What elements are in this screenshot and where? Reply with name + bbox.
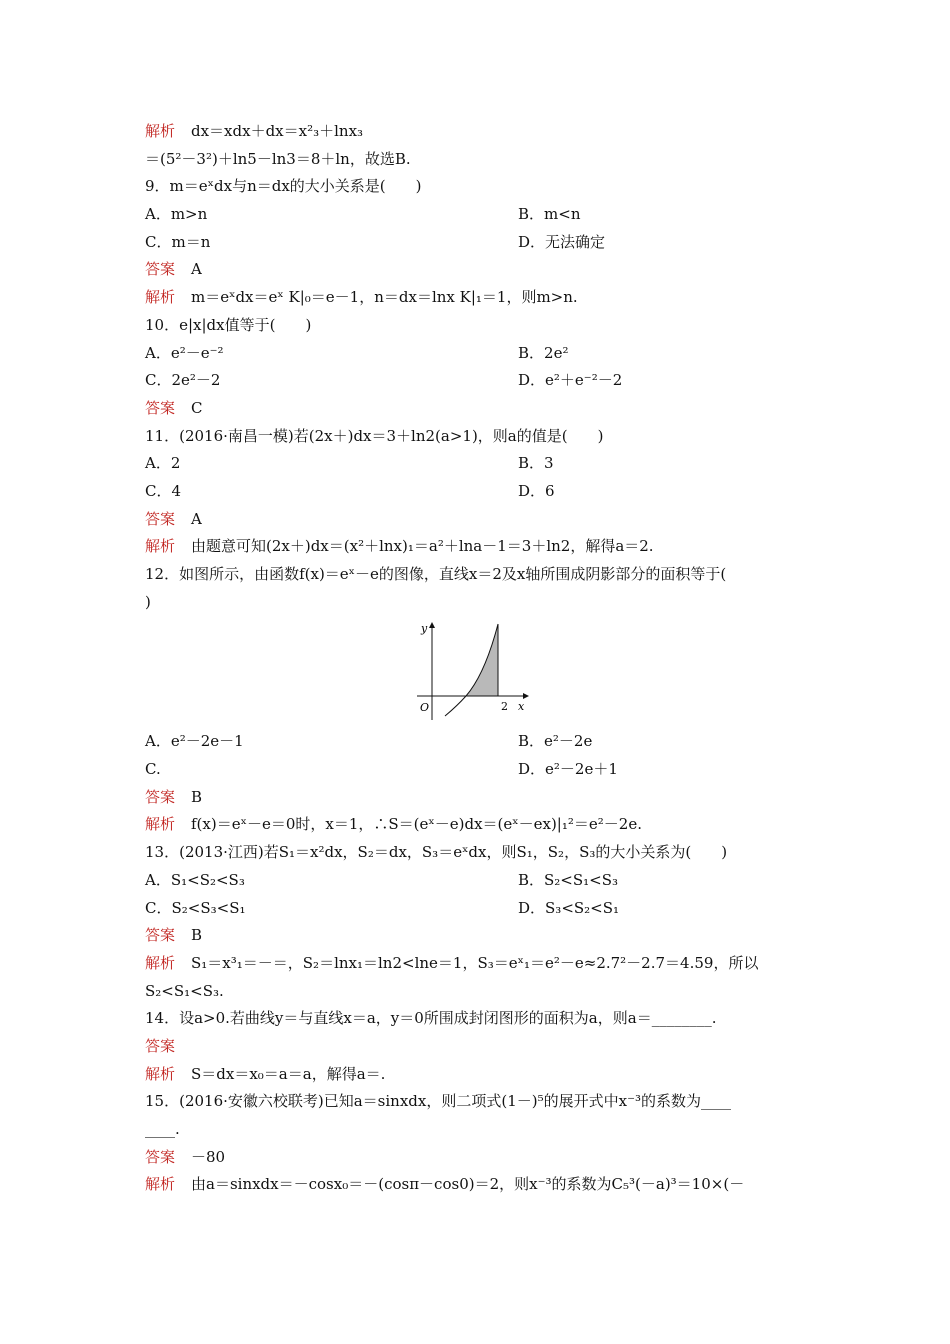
- q13-options-row1: [145, 867, 825, 895]
- q13-option-d: D．S₃<S₂<S₁: [518, 898, 620, 917]
- q15-answer: [145, 1144, 825, 1172]
- q11-option-a: A．2: [145, 454, 181, 473]
- q9-stem: 9．m＝eˣdx与n＝dx的大小关系是( ): [145, 177, 422, 196]
- q10-options-row2: [145, 367, 825, 395]
- analysis-text: 由题意可知(2x＋)dx＝(x²＋lnx)₁＝a²＋lna－1＝3＋ln2，解得a＝2.: [191, 537, 654, 556]
- q11-answer: [145, 506, 825, 534]
- answer-label: 答案: [145, 509, 176, 528]
- q15-stem-line2: ____.: [145, 1120, 180, 1138]
- q12-option-c: C.: [145, 760, 161, 779]
- q9-analysis: [145, 284, 825, 312]
- q11-option-d: D．6: [518, 481, 555, 500]
- q10-stem: 10．e|x|dx值等于( ): [145, 315, 312, 334]
- q14-analysis: [145, 1061, 825, 1089]
- q11-analysis: [145, 533, 825, 561]
- x-mark-label: 2: [501, 700, 508, 714]
- q12-answer: [145, 784, 825, 812]
- answer-label: 答案: [145, 787, 176, 806]
- analysis-text: dx＝xdx＋dx＝x²₃＋lnx₃: [191, 122, 364, 140]
- q10-option-d: D．e²＋e⁻²－2: [518, 371, 623, 390]
- analysis-label: 解析: [145, 953, 176, 972]
- q9-options-row1: [145, 201, 825, 229]
- q13-stem: 13．(2013·江西)若S₁＝x²dx，S₂＝dx，S₃＝eˣdx，则S₁，S₂，S₃的大小关系为( ): [145, 843, 728, 862]
- analysis-label: 解析: [145, 1064, 176, 1083]
- answer-value: B: [191, 787, 203, 806]
- q11-option-c: C．4: [145, 481, 182, 500]
- y-axis-arrow: [429, 622, 435, 628]
- q11-option-b: B．3: [518, 454, 554, 473]
- analysis-text: 由a＝sinxdx＝－cosx₀＝－(cosπ－cos0)＝2，则x⁻³的系数为C₅³(－a)³＝10×(－: [191, 1175, 745, 1194]
- q13-analysis-line1: [145, 950, 825, 978]
- q10-option-b: B．2e²: [518, 343, 569, 362]
- q13-options-row2: [145, 895, 825, 923]
- q9-answer: [145, 256, 825, 284]
- q15-stem-line1: 15．(2016·安徽六校联考)已知a＝sinxdx，则二项式(1－)⁵的展开式中x⁻³的系数为____: [145, 1092, 732, 1111]
- q10-options-row1: [145, 340, 825, 368]
- q14-answer: [145, 1033, 825, 1061]
- q10-option-c: C．2e²－2: [145, 371, 221, 390]
- q11-options-row1: [145, 450, 825, 478]
- shaded-area: [466, 624, 498, 696]
- analysis-label: 解析: [145, 815, 176, 834]
- q12-stem-line1: 12．如图所示，由函数f(x)＝eˣ－e的图像，直线x＝2及x轴所围成阴影部分的面积等于(: [145, 565, 727, 583]
- document-page: [145, 118, 825, 1199]
- answer-label: 答案: [145, 1036, 176, 1055]
- q11-stem: 11．(2016·南昌一模)若(2x＋)dx＝3＋ln2(a>1)，则a的值是( ): [145, 426, 604, 445]
- x-axis-label: x: [518, 700, 525, 714]
- x-axis-arrow: [523, 693, 529, 699]
- analysis-text: S₁＝x³₁＝－＝，S₂＝lnx₁＝ln2<lne＝1，S₃＝eˣ₁＝e²－e≈2.7²－2.7＝4.59，所以: [191, 953, 759, 972]
- answer-label: 答案: [145, 926, 176, 945]
- q12-options-row1: [145, 728, 825, 756]
- q13-option-a: A．S₁<S₂<S₃: [145, 870, 245, 889]
- analysis-label: 解析: [145, 122, 176, 140]
- analysis-text: m＝eˣdx＝eˣ K|₀＝e－1，n＝dx＝lnx K|₁＝1，则m>n.: [191, 288, 578, 307]
- answer-value: A: [191, 260, 202, 279]
- analysis-text: S＝dx＝x₀＝a＝a，解得a＝.: [191, 1064, 386, 1083]
- q9-options-row2: [145, 229, 825, 257]
- analysis-label: 解析: [145, 1175, 176, 1194]
- q14-stem: 14．设a>0.若曲线y＝与直线x＝a，y＝0所围成封闭图形的面积为a，则a＝________.: [145, 1009, 717, 1028]
- q12-option-b: B．e²－2e: [518, 732, 593, 751]
- answer-label: 答案: [145, 1147, 176, 1166]
- y-axis-label: y: [421, 622, 428, 636]
- analysis-label: 解析: [145, 288, 176, 307]
- q9-option-d: D．无法确定: [518, 232, 606, 251]
- q9-option-a: A．m>n: [145, 205, 208, 224]
- analysis-text: f(x)＝eˣ－e＝0时，x＝1，∴S＝(eˣ－e)dx＝(eˣ－ex)|₁²＝e²－2e.: [191, 815, 642, 834]
- q15-analysis: [145, 1171, 825, 1199]
- q12-figure: [145, 616, 825, 728]
- answer-value: －80: [191, 1147, 226, 1166]
- answer-value: A: [191, 509, 202, 528]
- q12-option-a: A．e²－2e－1: [145, 732, 244, 751]
- exponential-area-graph: [415, 620, 535, 724]
- q11-options-row2: [145, 478, 825, 506]
- q13-answer: [145, 922, 825, 950]
- q10-answer: [145, 395, 825, 423]
- q8-analysis-line2: ＝(5²－3²)＋ln5－ln3＝8＋ln，故选B.: [145, 149, 411, 168]
- q13-option-b: B．S₂<S₁<S₃: [518, 870, 619, 889]
- analysis-label: 解析: [145, 537, 176, 556]
- q9-option-b: B．m<n: [518, 205, 581, 224]
- q12-options-row2: [145, 756, 825, 784]
- q13-option-c: C．S₂<S₃<S₁: [145, 898, 246, 917]
- q13-analysis-line2: S₂<S₁<S₃.: [145, 981, 224, 1000]
- q12-option-d: D．e²－2e＋1: [518, 760, 618, 779]
- answer-label: 答案: [145, 398, 176, 417]
- q12-stem-line2: ): [145, 592, 151, 611]
- q12-analysis: [145, 811, 825, 839]
- answer-value: B: [191, 926, 203, 945]
- q10-option-a: A．e²－e⁻²: [145, 343, 224, 362]
- q8-analysis-line1: [145, 118, 825, 146]
- answer-value: C: [191, 398, 203, 417]
- q9-option-c: C．m＝n: [145, 232, 211, 251]
- origin-label: O: [420, 701, 430, 715]
- answer-label: 答案: [145, 260, 176, 279]
